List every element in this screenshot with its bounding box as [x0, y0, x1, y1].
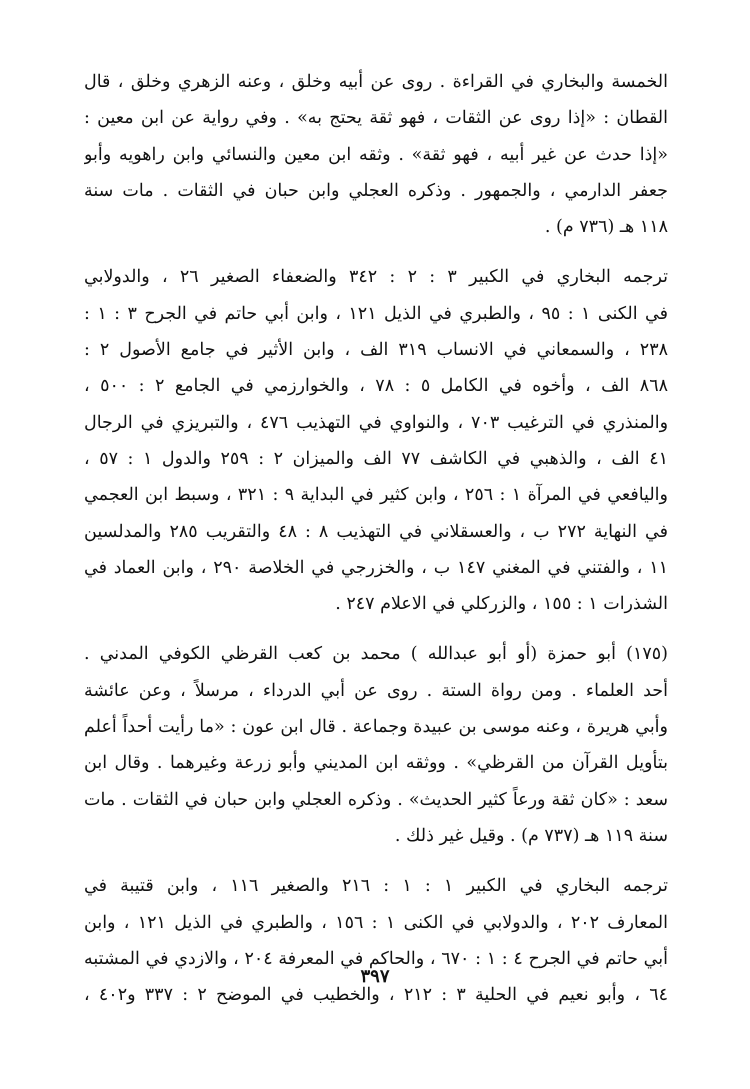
text-line: القطان : «إذا روى عن الثقات ، فهو ثقة يحتج به» . وفي رواية عن ابن معين :	[84, 108, 668, 129]
text-line: بتأويل القرآن من القرظي» . ووثقه ابن المديني وأبو زرعة وغيرهما . وقال ابن	[84, 753, 668, 774]
text-line: المعارف ٢٠٢ ، والدولابي في الكنى ١ : ١٥٦ ، والطبري في الذيل ١٢١ ، وابن	[84, 912, 668, 933]
text-line: في الكنى ١ : ٩٥ ، والطبري في الذيل ١٢١ ، وابن أبي حاتم في الجرح ٣ : ١ :	[84, 303, 668, 324]
text-line: الشذرات ١ : ١٥٥ ، والزركلي في الاعلام ٢٤٧ .	[335, 594, 668, 615]
text-line: في النهاية ٢٧٢ ب ، والعسقلاني في التهذيب ٨ : ٤٨ والتقريب ٢٨٥ والمدلسين	[84, 521, 668, 542]
biography-paragraph	[84, 636, 668, 854]
text-line: ترجمه البخاري في الكبير ١ : ١ : ٢١٦ والصغير ١١٦ ، وابن قتيبة في	[84, 876, 668, 897]
text-line: ٢٣٨ ، والسمعاني في الانساب ٣١٩ الف ، وابن الأثير في جامع الأصول ٢ :	[84, 340, 668, 361]
text-line: واليافعي في المرآة ١ : ٢٥٦ ، وابن كثير في البداية ٩ : ٣٢١ ، وسبط ابن العجمي	[84, 485, 668, 506]
text-line: (١٧٥) أبو حمزة (أو أبو عبدالله ) محمد بن كعب القرظي الكوفي المدني .	[84, 644, 668, 665]
text-line: ١١٨ هـ (٧٣٦ م) .	[544, 217, 668, 238]
text-line: ٤١ الف ، والذهبي في الكاشف ٧٧ الف والميزان ٢ : ٢٥٩ والدول ١ : ٥٧ ،	[84, 448, 668, 469]
references-paragraph	[84, 259, 668, 622]
references-paragraph	[84, 868, 668, 1013]
text-line: سنة ١١٩ هـ (٧٣٧ م) . وقيل غير ذلك .	[394, 825, 668, 846]
text-line: ترجمه البخاري في الكبير ٣ : ٢ : ٣٤٢ والضعفاء الصغير ٢٦ ، والدولابي	[84, 267, 668, 288]
text-line: سعد : «كان ثقة ورعاً كثير الحديث» . وذكره العجلي وابن حبان في الثقات . مات	[84, 789, 668, 810]
page-number: ٣٩٧	[360, 966, 390, 987]
text-line: أبي حاتم في الجرح ٤ : ١ : ٦٧٠ ، والحاكم في المعرفة ٢٠٤ ، والازدي في المشتبه	[84, 948, 668, 969]
text-line: أحد العلماء . ومن رواة الستة . روى عن أبي الدرداء ، مرسلاً ، وعن عائشة	[84, 680, 668, 701]
text-line: جعفر الدارمي ، والجمهور . وذكره العجلي وابن حبان في الثقات . مات سنة	[84, 180, 668, 201]
text-line: والمنذري في الترغيب ٧٠٣ ، والنواوي في التهذيب ٤٧٦ ، والتبريزي في الرجال	[84, 412, 668, 433]
text-line: ٦٤ ، وأبو نعيم في الحلية ٣ : ٢١٢ ، والخطيب في الموضح ٢ : ٣٣٧ و٤٠٢ ،	[84, 985, 668, 1006]
biography-paragraph	[84, 64, 668, 245]
text-line: ١١ ، والفتني في المغني ١٤٧ ب ، والخزرجي في الخلاصة ٢٩٠ ، وابن العماد في	[84, 557, 668, 578]
text-line: «إذا حدث عن غير أبيه ، فهو ثقة» . وثقه ابن معين والنسائي وابن راهويه وأبو	[84, 144, 668, 165]
text-line: ٨٦٨ الف ، وأخوه في الكامل ٥ : ٧٨ ، والخوارزمي في الجامع ٢ : ٥٠٠ ،	[84, 376, 668, 397]
page-body	[84, 64, 668, 1024]
text-line: وأبي هريرة ، وعنه موسى بن عبيدة وجماعة . قال ابن عون : «ما رأيت أحداً أعلم	[84, 717, 668, 738]
text-line: الخمسة والبخاري في القراءة . روى عن أبيه وخلق ، وعنه الزهري وخلق ، قال	[84, 72, 668, 92]
